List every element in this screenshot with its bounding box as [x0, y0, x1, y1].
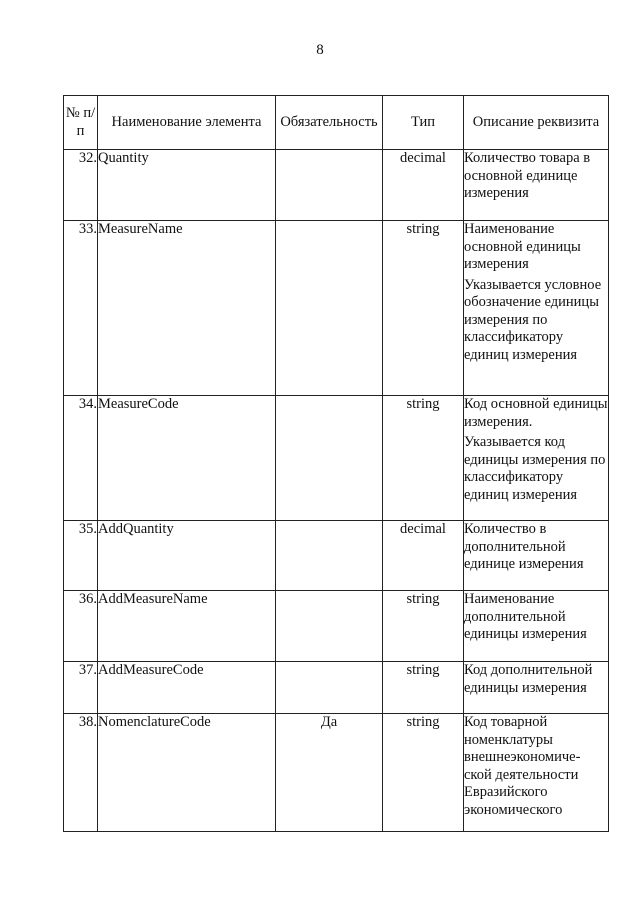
element-description: [464, 221, 609, 396]
element-type: string: [383, 714, 464, 832]
required-flag: [276, 221, 383, 396]
description-paragraph: Код дополнительной единицы измерения: [464, 662, 593, 696]
element-name: AddMeasureCode: [98, 662, 276, 714]
element-description: [464, 662, 609, 714]
description-paragraph: Наименование основной единицы измерения: [464, 221, 581, 272]
required-flag: [276, 662, 383, 714]
description-paragraph: Количество товара в основной единице измерения: [464, 150, 591, 201]
element-name: AddQuantity: [98, 521, 276, 591]
row-number: 33.: [64, 221, 98, 396]
required-flag: [276, 521, 383, 591]
table-row: [64, 591, 609, 662]
element-type: string: [383, 662, 464, 714]
header-name: Наименование элемента: [98, 96, 276, 150]
row-number: 34.: [64, 396, 98, 521]
description-paragraph: Указывается код единицы измерения по классификатору единиц измерения: [464, 434, 606, 503]
row-number: 35.: [64, 521, 98, 591]
element-type: string: [383, 221, 464, 396]
header-required: Обязательность: [276, 96, 383, 150]
header-num: № п/п: [64, 96, 98, 150]
required-flag: [276, 591, 383, 662]
element-type: decimal: [383, 521, 464, 591]
element-name: MeasureName: [98, 221, 276, 396]
table-row: [64, 714, 609, 832]
required-flag: [276, 150, 383, 221]
element-description: [464, 591, 609, 662]
table-row: [64, 150, 609, 221]
table-row: [64, 521, 609, 591]
element-description: [464, 150, 609, 221]
description-paragraph: Указывается условное обозначение единицы измерения по классификатору единиц измерения: [464, 276, 602, 363]
element-description: [464, 396, 609, 521]
element-name: AddMeasureName: [98, 591, 276, 662]
requisites-table: [63, 95, 609, 832]
description-paragraph: Код товарной номенклатуры внешнеэкономиче-ской деятельности Евразийского экономического: [464, 714, 581, 818]
description-paragraph: Количество в дополнительной единице измерения: [464, 521, 584, 572]
element-type: string: [383, 591, 464, 662]
table-row: [64, 396, 609, 521]
row-number: 37.: [64, 662, 98, 714]
row-number: 38.: [64, 714, 98, 832]
required-flag: [276, 396, 383, 521]
description-paragraph: Код основной единицы измерения.: [464, 396, 608, 430]
element-type: string: [383, 396, 464, 521]
element-name: NomenclatureCode: [98, 714, 276, 832]
required-flag: Да: [276, 714, 383, 832]
table-header-row: [64, 96, 609, 150]
header-type: Тип: [383, 96, 464, 150]
element-name: MeasureCode: [98, 396, 276, 521]
element-type: decimal: [383, 150, 464, 221]
row-number: 32.: [64, 150, 98, 221]
description-paragraph: Наименование дополнительной единицы измерения: [464, 591, 587, 642]
table-row: [64, 662, 609, 714]
page-number: 8: [316, 42, 324, 58]
element-description: [464, 521, 609, 591]
table-row: [64, 221, 609, 396]
header-description: Описание реквизита: [464, 96, 609, 150]
element-name: Quantity: [98, 150, 276, 221]
row-number: 36.: [64, 591, 98, 662]
element-description: [464, 714, 609, 832]
